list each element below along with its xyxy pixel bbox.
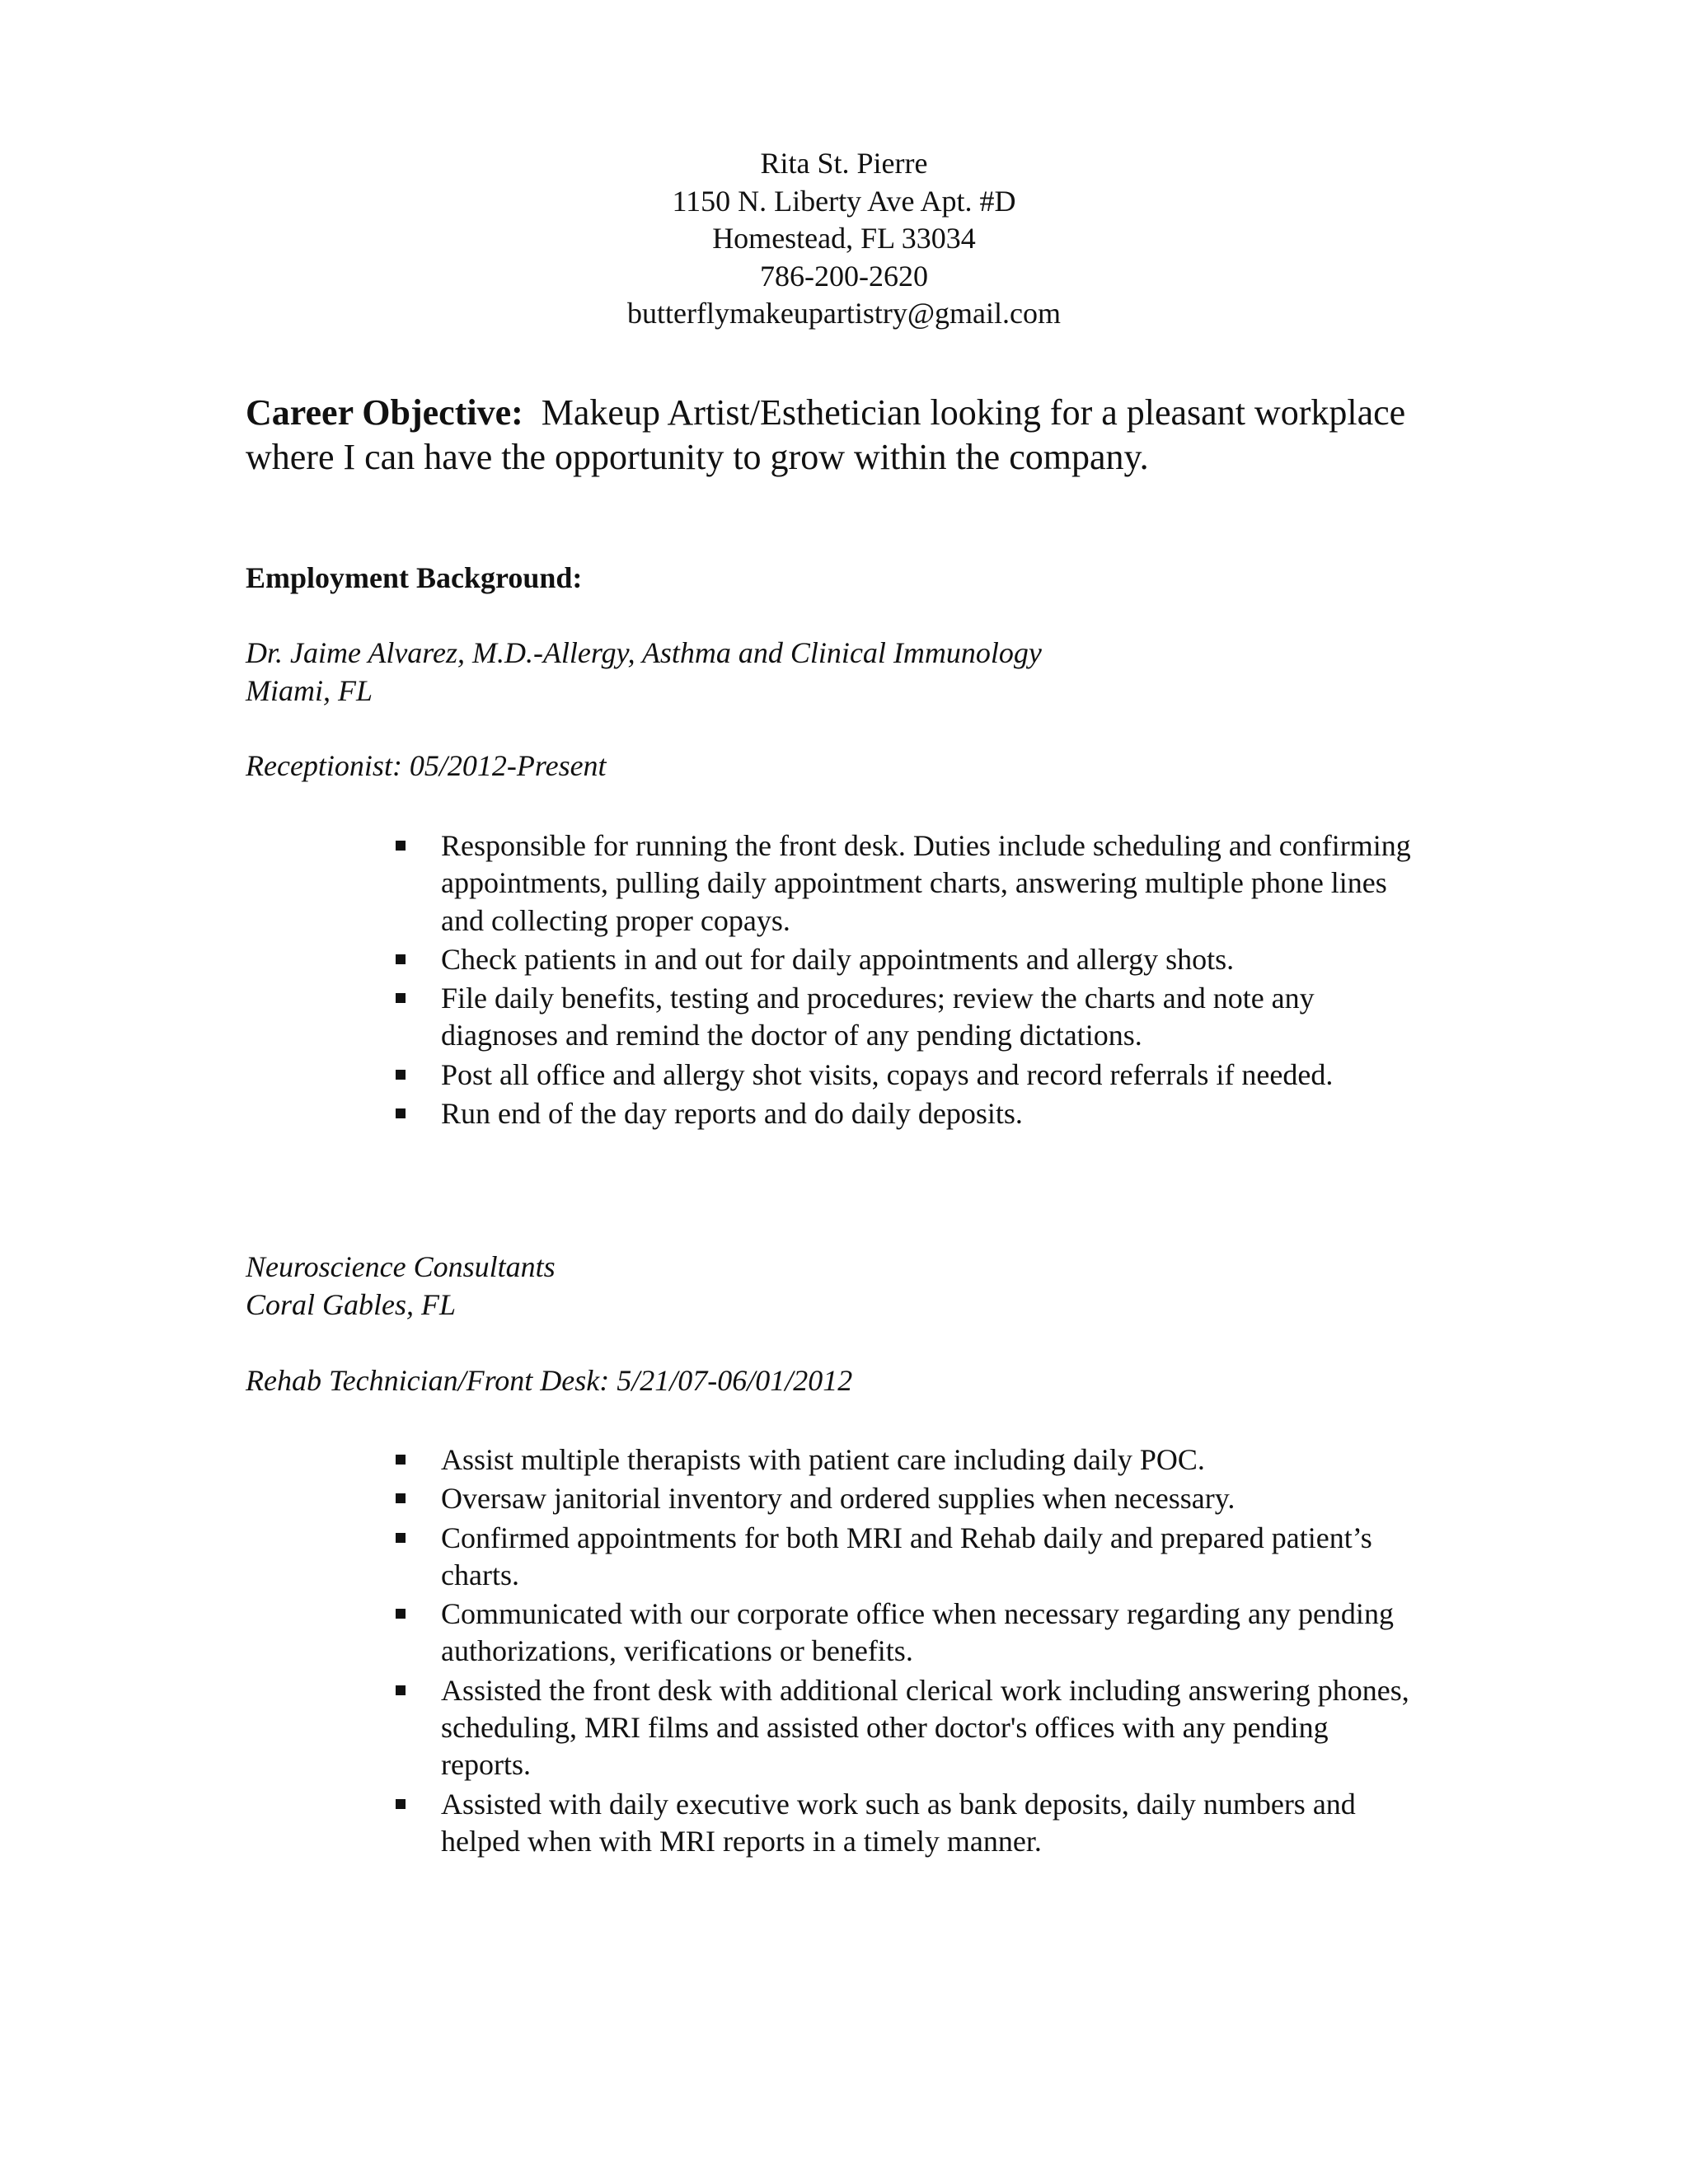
list-item: Check patients in and out for daily appointments and allergy shots. [441, 941, 1422, 978]
objective-text: Makeup Artist/Esthetician looking for a pleasant workplace where I can have the opportunity to grow within the company. [246, 392, 1406, 477]
contact-address-line2: Homestead, FL 33034 [712, 222, 976, 255]
contact-address-line1: 1150 N. Liberty Ave Apt. #D [672, 184, 1016, 218]
list-item: Assist multiple therapists with patient care including daily POC. [441, 1441, 1422, 1479]
job-1-duties [0, 827, 1688, 1134]
bullet-icon [396, 1533, 406, 1543]
job-2-employer-block [246, 1249, 556, 1324]
bullet-icon [396, 1799, 406, 1809]
bullet-icon [396, 1493, 406, 1503]
bullet-icon [396, 1108, 406, 1118]
bullet-icon [396, 1609, 406, 1619]
contact-block [0, 145, 1688, 333]
contact-phone: 786-200-2620 [760, 259, 928, 293]
list-item: Run end of the day reports and do daily deposits. [441, 1095, 1422, 1132]
job-2-location: Coral Gables, FL [246, 1287, 457, 1321]
objective-label: Career Objective: [246, 392, 523, 433]
bullet-icon [396, 993, 406, 1003]
job-2-role: Rehab Technician/Front Desk: 5/21/07-06/01/2012 [246, 1364, 853, 1397]
job-1-role: Receptionist: 05/2012-Present [246, 749, 607, 782]
list-item: File daily benefits, testing and procedures; review the charts and note any diagnoses and remind the doctor of any pending dictations. [441, 980, 1422, 1055]
list-item: Responsible for running the front desk. Duties include scheduling and confirming appointments, pulling daily appointment charts, answering multiple phone lines and collecting proper copays. [441, 827, 1422, 940]
employment-heading: Employment Background: [246, 561, 583, 594]
job-2-duties [0, 1441, 1688, 1862]
bullet-icon [396, 1455, 406, 1465]
contact-name: Rita St. Pierre [760, 147, 928, 180]
list-item: Assisted with daily executive work such as bank deposits, daily numbers and helped when with MRI reports in a timely manner. [441, 1786, 1422, 1861]
bullet-icon [396, 1070, 406, 1080]
list-item: Post all office and allergy shot visits, copays and record referrals if needed. [441, 1057, 1422, 1094]
job-1-employer: Dr. Jaime Alvarez, M.D.-Allergy, Asthma and Clinical Immunology [246, 636, 1042, 669]
career-objective [246, 391, 1482, 480]
list-item: Oversaw janitorial inventory and ordered supplies when necessary. [441, 1480, 1422, 1517]
job-2-employer: Neuroscience Consultants [246, 1250, 556, 1283]
list-item: Assisted the front desk with additional clerical work including answering phones, scheduling, MRI films and assisted other doctor's offices with any pending reports. [441, 1672, 1422, 1784]
list-item: Confirmed appointments for both MRI and Rehab daily and prepared patient’s charts. [441, 1520, 1422, 1595]
bullet-icon [396, 954, 406, 964]
bullet-icon [396, 841, 406, 851]
list-item: Communicated with our corporate office when necessary regarding any pending authorizations, verifications or benefits. [441, 1596, 1422, 1671]
job-1-location: Miami, FL [246, 673, 373, 707]
bullet-icon [396, 1685, 406, 1695]
contact-email: butterflymakeupartistry@gmail.com [626, 297, 1061, 330]
job-1-employer-block [246, 635, 1042, 710]
